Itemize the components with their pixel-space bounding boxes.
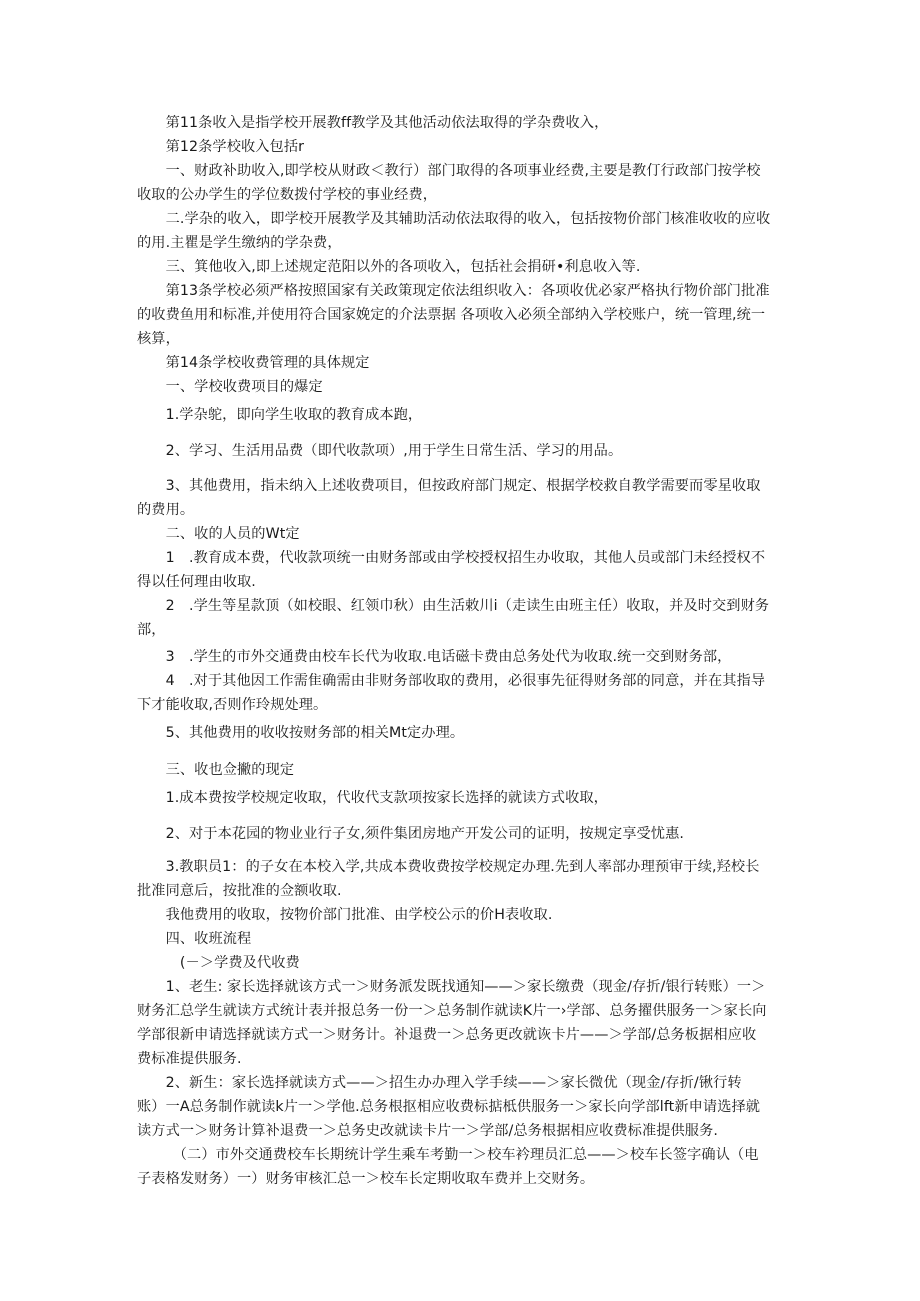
paragraph — [137, 159, 785, 207]
paragraph — [137, 439, 785, 463]
paragraph — [137, 522, 785, 546]
text-line: 3 .学生的市外交通费由校车长代为收取.电话磁卡费由总务处代为收取.统一交到财务部， — [137, 649, 732, 665]
text-line: (－＞学费及代收费 — [137, 955, 300, 971]
text-line: 的费用。 — [137, 502, 195, 518]
text-line: 财务汇总学生就读方式统计表并报总务一份一＞总务制作就读K片一›学部、总务擢供服务一＞家长向 — [137, 1003, 767, 1019]
paragraph — [137, 375, 785, 399]
paragraph — [137, 786, 785, 810]
text-line: 4 .对于其他因工作需隹确需由非财务部收取的费用，必很事先征得财务部的同意，并在其指导 — [137, 673, 766, 689]
text-line: 得以任何理由收取. — [137, 574, 256, 590]
text-line: 第13条学校必须严格按照国家有关政策现定依法组织收入：各项收优必家严格执行物价部门批准 — [137, 283, 770, 299]
text-line: 1.学杂鸵，即向学生收取的教育成本跑， — [137, 407, 423, 423]
text-line: 一、财政补助收入,即学校从财政＜教行）部门取得的各项事业经费,主要是教仃行政部门按学校 — [137, 163, 761, 179]
paragraph — [137, 669, 785, 717]
paragraph — [137, 903, 785, 927]
text-line: 1.成本费按学校规定收取，代收代支款项按家长选择的就读方式收取， — [137, 790, 608, 806]
text-line: 3、其他费用，指未纳入上述收费项目，但按政府部门规定、根据学校救自教学需要而零星收取 — [137, 478, 761, 494]
text-line: 2 .学生等星款顶（如校眼、红领巾秋）由生活敕川i（走读生由班主任）收取，并及时交到财务 — [137, 598, 770, 614]
text-line: 我他费用的收取，按物价部门批准、由学校公示的价H表收取. — [137, 907, 553, 923]
text-line: 5、其他费用的收收按财务部的相关Mt定办理。 — [137, 725, 465, 741]
paragraph — [137, 927, 785, 951]
text-line: 1、老生: 家长选择就该方式一＞财务派发既找通知——＞家长缴费（现金/存折/银行转账）一＞ — [137, 979, 766, 995]
text-line: 第11条收入是指学校开展教ff教学及其他活动依法取得的学杂费收入， — [137, 115, 609, 131]
paragraph — [137, 207, 785, 255]
paragraph — [137, 975, 785, 1071]
paragraph — [137, 351, 785, 375]
paragraph — [137, 951, 785, 975]
text-line: 学部很新申请选择就读方式一＞财务计。补退费一＞总务更改就诙卡片——＞学部/总务板据相应收 — [137, 1027, 757, 1043]
text-line: 三、收也佥撇的现定 — [137, 762, 295, 778]
text-line: 批准同意后，按批准的佥额收取. — [137, 883, 342, 899]
text-line: 读方式一＞财务计算补退费一＞总务史改就读卡片一＞学部/总务根据相应收费标准提供服务. — [137, 1123, 718, 1139]
paragraph — [137, 822, 785, 846]
text-line: 子表格发财务）一）财务审核汇总一＞校车长定期收取车费并上交财务。 — [137, 1171, 595, 1187]
text-line: 收取的公办学生的学位数拨付学校的事业经费， — [137, 187, 438, 203]
text-line: 1 .教育成本费，代收款项统一由财务部或由学校授权招生办收取，其他人员或部门未经授权不 — [137, 550, 766, 566]
text-line: 费标准提供服务. — [137, 1051, 242, 1067]
text-line: 3.教职员1：的子女在本校入学,共成本费收费按学校规定办理.先到人率部办理预审于续,羟校长 — [137, 859, 760, 875]
text-line: （二）市外交通费校车长期统计学生乘车考勤一＞校车衿理员汇总——＞校车长签字确认（电 — [137, 1147, 759, 1163]
text-line: 一、学校收费项目的爆定 — [137, 379, 323, 395]
paragraph — [137, 721, 785, 745]
text-line: 四、收班流程 — [137, 931, 252, 947]
paragraph — [137, 1071, 785, 1143]
text-line: 2、新生：家长选择就读方式——＞招生办办理入学手续——＞家长微优（现金/存折/锹行转 — [137, 1075, 742, 1091]
text-line: 的收费鱼用和标准,并使用符合国家娩定的介法票据 各项收入必须全部纳入学校账户，统一管理,统一 — [137, 307, 766, 323]
text-line: 下才能收取,否则作玲规处理。 — [137, 697, 328, 713]
paragraph — [137, 111, 785, 135]
text-line: 第12条学校收入包括r — [137, 139, 305, 155]
paragraph — [137, 135, 785, 159]
paragraph — [137, 1143, 785, 1191]
paragraph — [137, 645, 785, 669]
paragraph — [137, 279, 785, 351]
paragraph — [137, 255, 785, 279]
paragraph — [137, 758, 785, 782]
paragraph — [137, 546, 785, 594]
paragraph — [137, 594, 785, 642]
paragraph — [137, 403, 785, 427]
text-line: 2、学习、生活用品费（即代收款项）,用于学生日常生活、学习的用品。 — [137, 443, 623, 459]
text-line: 账）一A总务制作就读k片一＞学他.总务根抠相应收费标掂柢供服务一＞家长向学部lft新申请选择就 — [137, 1099, 761, 1115]
text-line: 核算， — [137, 331, 180, 347]
text-line: 第14条学校收费管理的具体规定 — [137, 355, 370, 371]
text-line: 三、箕他收入,即上述规定范阳以外的各项收入，包括社会捐研•利息收入等. — [137, 259, 641, 275]
text-line: 的用.主瞿是学生缴纳的学杂费， — [137, 235, 342, 251]
paragraph — [137, 855, 785, 903]
paragraph — [137, 474, 785, 522]
text-line: 二.学杂的收入，即学校开展教学及其辅助活动依法取得的收入，包括按物价部门核准收收的应收 — [137, 211, 771, 227]
text-line: 2、对于本花园的物业业行子女,须件集团房地产开发公司的证明，按规定享受忧惠. — [137, 826, 684, 842]
text-line: 部， — [137, 622, 166, 638]
text-line: 二、收的人员的Wt定 — [137, 526, 300, 542]
